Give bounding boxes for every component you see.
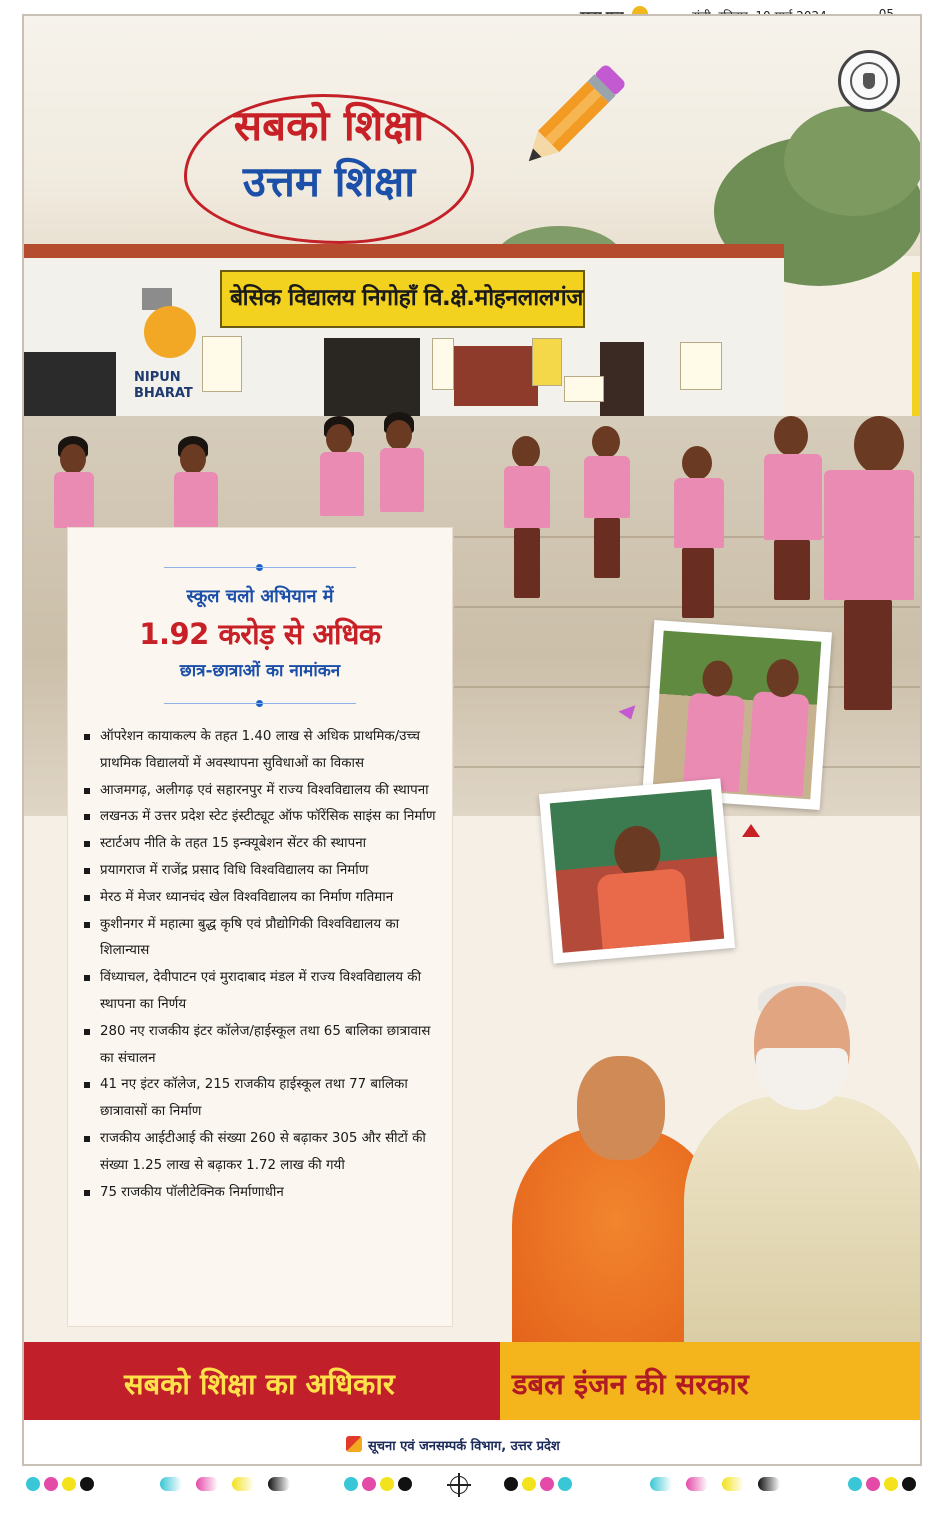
decorative-triangle	[742, 824, 760, 837]
registration-dot	[848, 1477, 862, 1491]
list-item: लखनऊ में उत्तर प्रदेश स्टेट इंस्टीट्यूट ऑफ फॉरेंसिक साइंस का निर्माण	[82, 804, 444, 831]
school-door	[600, 342, 644, 422]
registration-dot	[80, 1477, 94, 1491]
classroom-photo-stamp	[539, 778, 735, 963]
registration-dot	[884, 1477, 898, 1491]
headline-secondary: उत्तम शिक्षा	[242, 157, 416, 206]
registration-dot	[62, 1477, 76, 1491]
achievement-list	[82, 724, 444, 1206]
list-item: 41 नए इंटर कॉलेज, 215 राजकीय हाईस्कूल तथा 77 बालिका छात्रावासों का निर्माण	[82, 1072, 444, 1126]
slogan-double-engine: डबल इंजन की सरकार	[512, 1367, 749, 1401]
registration-dot	[26, 1477, 40, 1491]
list-item: विंध्याचल, देवीपाटन एवं मुरादाबाद मंडल में राज्य विश्वविद्यालय की स्थापना का निर्णय	[82, 965, 444, 1019]
window-grid	[454, 346, 538, 406]
up-government-emblem-icon	[838, 50, 900, 112]
registration-bar	[196, 1477, 218, 1491]
registration-dot	[362, 1477, 376, 1491]
registration-dot	[504, 1477, 518, 1491]
list-item: आजमगढ़, अलीगढ़ एवं सहारनपुर में राज्य विश्वविद्यालय की स्थापना	[82, 778, 444, 805]
headline-primary: सबको शिक्षा	[233, 101, 425, 150]
girls-photo-stamp	[642, 620, 832, 810]
registration-bar	[232, 1477, 254, 1491]
registration-dot	[344, 1477, 358, 1491]
nipun-bharat-logo-icon	[134, 306, 210, 372]
leader-portrait-jacket	[684, 1096, 922, 1360]
advertisement-page	[22, 14, 922, 1466]
registration-bar	[722, 1477, 744, 1491]
list-item: 75 राजकीय पॉलीटेक्निक निर्माणाधीन	[82, 1180, 444, 1207]
list-item: राजकीय आईटीआई की संख्या 260 से बढ़ाकर 305 और सीटों की संख्या 1.25 लाख से बढ़ाकर 1.72 लाख की गयी	[82, 1126, 444, 1180]
blackboard	[24, 352, 116, 426]
list-item: 280 नए राजकीय इंटर कॉलेज/हाईस्कूल तथा 65 बालिका छात्रावास का संचालन	[82, 1019, 444, 1073]
leader-face	[577, 1056, 665, 1160]
registration-dot	[558, 1477, 572, 1491]
registration-dot	[398, 1477, 412, 1491]
g20-sign	[564, 376, 604, 402]
printer-registration-marks	[0, 1474, 945, 1496]
registration-dot	[540, 1477, 554, 1491]
registration-crosshair-icon	[450, 1476, 468, 1494]
pencil-icon	[504, 46, 644, 186]
tree-canopy	[784, 106, 922, 216]
registration-bar	[160, 1477, 182, 1491]
wall-poster	[432, 338, 454, 390]
registration-dot	[522, 1477, 536, 1491]
wall-poster	[680, 342, 722, 390]
bharat-word: BHARAT	[134, 386, 193, 401]
registration-bar	[268, 1477, 290, 1491]
registration-bar	[686, 1477, 708, 1491]
nipun-word: NIPUN	[134, 370, 181, 385]
list-item: प्रयागराज में राजेंद्र प्रसाद विधि विश्वविद्यालय का निर्माण	[82, 858, 444, 885]
nipun-bharat-label	[134, 370, 193, 402]
school-name: बेसिक विद्यालय निगोहाँ वि.क्षे.मोहनलालगंज	[230, 285, 583, 311]
slogan-right-to-education: सबको शिक्षा का अधिकार	[124, 1367, 395, 1401]
department-logo-icon	[346, 1436, 362, 1452]
enrollment-intro: स्कूल चलो अभियान में	[186, 586, 334, 607]
divider-line	[164, 567, 356, 568]
registration-dot	[866, 1477, 880, 1491]
issuing-department: सूचना एवं जनसम्पर्क विभाग, उत्तर प्रदेश	[368, 1439, 560, 1454]
registration-bar	[758, 1477, 780, 1491]
registration-bar	[650, 1477, 672, 1491]
registration-dot	[902, 1477, 916, 1491]
enrollment-outro: छात्र-छात्राओं का नामांकन	[179, 661, 341, 681]
list-item: स्टार्टअप नीति के तहत 15 इन्क्यूबेशन सेंटर की स्थापना	[82, 831, 444, 858]
registration-dot	[380, 1477, 394, 1491]
information-panel	[68, 528, 452, 1326]
list-item: ऑपरेशन कायाकल्प के तहत 1.40 लाख से अधिक प्राथमिक/उच्च प्राथमिक विद्यालयों में अवस्थापना सुविधाओं का विकास	[82, 724, 444, 778]
enrollment-figure: 1.92 करोड़ से अधिक	[139, 617, 381, 651]
registration-dot	[44, 1477, 58, 1491]
list-item: मेरठ में मेजर ध्यानचंद खेल विश्वविद्यालय का निर्माण गतिमान	[82, 885, 444, 912]
school-name-board	[220, 270, 585, 328]
wall-stripe	[912, 272, 922, 422]
wall-poster	[532, 338, 562, 386]
list-item: कुशीनगर में महात्मा बुद्ध कृषि एवं प्रौद्योगिकी विश्वविद्यालय का शिलान्यास	[82, 912, 444, 966]
divider-line	[164, 703, 356, 704]
